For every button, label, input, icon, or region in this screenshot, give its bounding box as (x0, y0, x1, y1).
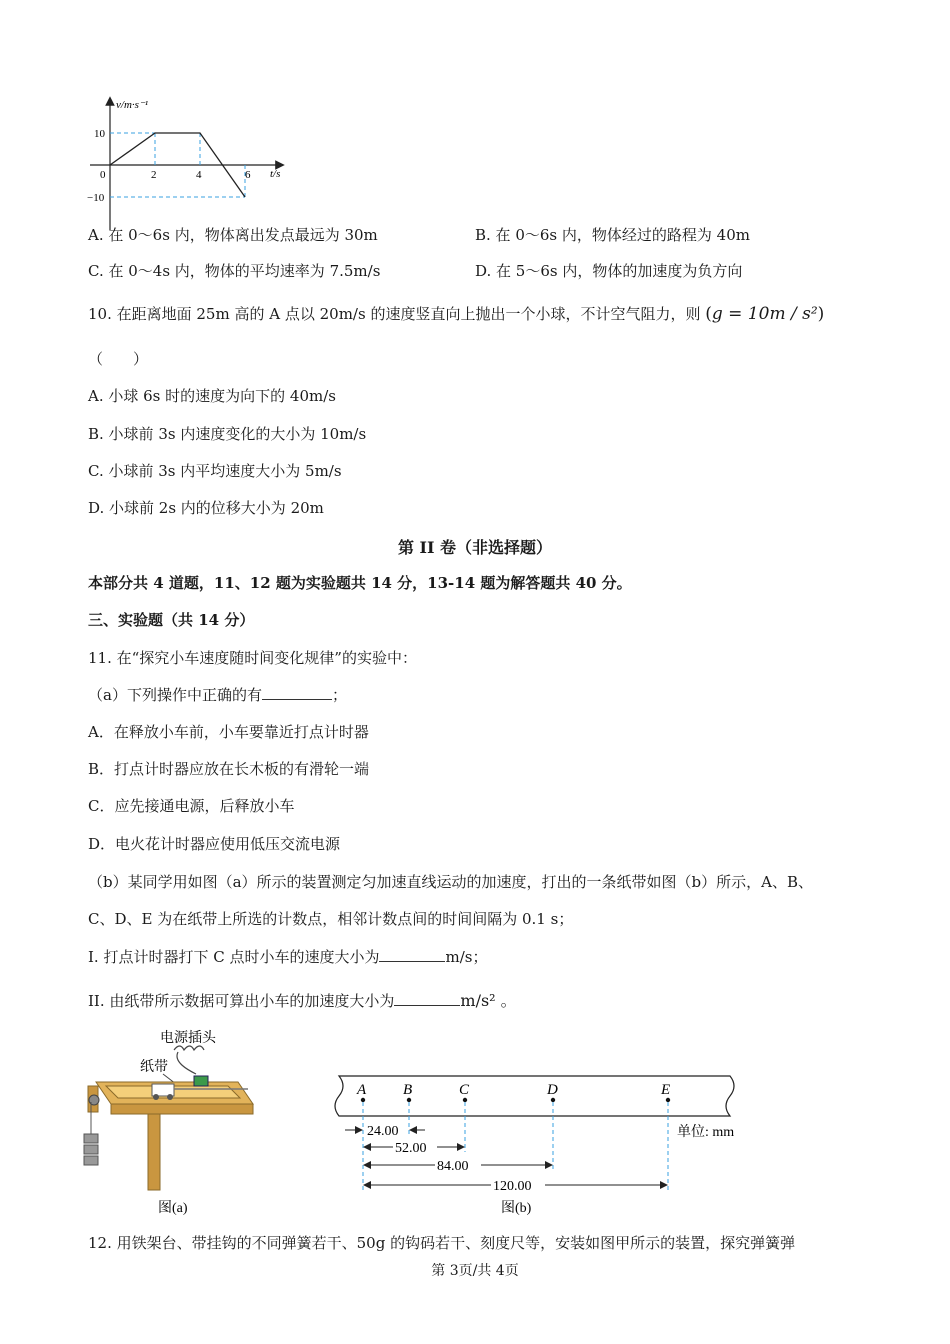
q12-stem: 12. 用铁架台、带挂钩的不同弹簧若干、50g 的钩码若干、刻度尺等，安装如图甲所示的装置，探究弹簧弹 (88, 1234, 796, 1252)
q11-stem: 11. 在“探究小车速度随时间变化规律”的实验中： (88, 649, 417, 667)
q9-option-a: A. 在 0～6s 内，物体离出发点最远为 30m (88, 226, 378, 244)
svg-text:D: D (547, 1082, 558, 1098)
q11-part-b-line1: （b）某同学用如图（a）所示的装置测定匀加速直线运动的加速度，打出的一条纸带如图（b）所示，A、B、 (88, 873, 814, 891)
figure-a-apparatus (78, 1022, 278, 1217)
figure-b-tape (325, 1072, 775, 1222)
q11-option-a: A．在释放小车前，小车要靠近打点计时器 (88, 723, 369, 741)
svg-text:A: A (357, 1082, 367, 1098)
q11-part-a-end: ； (331, 686, 347, 704)
fig-a-tape-label: 纸带 (140, 1060, 168, 1075)
dim-AE: 120.00 (493, 1179, 532, 1194)
q11-option-d: D．电火花计时器应使用低压交流电源 (88, 835, 341, 853)
dim-AB: 24.00 (367, 1124, 399, 1139)
q10-option-d: D. 小球前 2s 内的位移大小为 20m (88, 499, 324, 517)
svg-text:E: E (661, 1082, 671, 1098)
q10-option-a: A. 小球 6s 时的速度为向下的 40m/s (88, 387, 336, 405)
q11-part-a-text: （a）下列操作中正确的有 (88, 686, 262, 704)
section-title: 第 II 卷（非选择题） (397, 538, 553, 557)
q11-ii-blank[interactable] (394, 991, 460, 1006)
q10-formula-text: g = 10m / s² (711, 304, 818, 324)
x-axis-label: t/s (270, 168, 281, 180)
y-axis-label: v/m·s⁻¹ (116, 99, 149, 111)
q11-part-a (88, 684, 347, 705)
q11-option-b: B．打点计时器应放在长木板的有滑轮一端 (88, 760, 370, 778)
q10-stem (88, 303, 824, 324)
x-tick-6: 6 (245, 169, 251, 181)
fig-b-caption: 图(b) (501, 1201, 532, 1216)
fig-a-caption: 图(a) (158, 1201, 188, 1216)
q11-ii-unit: m/s² 。 (460, 991, 517, 1010)
q11-part-b-line2: C、D、E 为在纸带上所选的计数点，相邻计数点间的时间间隔为 0.1 s； (88, 910, 574, 928)
q9-option-d: D. 在 5～6s 内，物体的加速度为负方向 (475, 262, 743, 280)
dim-AD: 84.00 (437, 1159, 469, 1174)
q11-a-blank[interactable] (262, 685, 332, 700)
y-tick-10: 10 (94, 128, 105, 140)
q11-i-unit: m/s； (445, 948, 488, 966)
x-tick-2: 2 (151, 169, 157, 181)
q10-option-c: C. 小球前 3s 内平均速度大小为 5m/s (88, 462, 342, 480)
q9-option-b: B. 在 0～6s 内，物体经过的路程为 40m (475, 226, 750, 244)
fig-b-unit: 单位: mm (677, 1125, 735, 1140)
page-footer: 第 3页/共 4页 (431, 1263, 519, 1279)
q11-i-text: I. 打点计时器打下 C 点时小车的速度大小为 (88, 948, 380, 966)
q11-part-ii (88, 988, 517, 1011)
x-tick-0: 0 (100, 169, 106, 181)
y-tick-minus10: −10 (87, 192, 105, 204)
q9-option-c: C. 在 0～4s 内，物体的平均速率为 7.5m/s (88, 262, 381, 280)
dim-AC: 52.00 (395, 1141, 427, 1156)
q11-part-i (88, 946, 487, 967)
svg-text:B: B (403, 1082, 413, 1098)
paper-tape (335, 1076, 734, 1116)
q11-i-blank[interactable] (379, 947, 445, 962)
q11-ii-text: II. 由纸带所示数据可算出小车的加速度大小为 (88, 992, 395, 1010)
q10-option-b: B. 小球前 3s 内速度变化的大小为 10m/s (88, 425, 367, 443)
fig-a-plug-label: 电源插头 (160, 1031, 216, 1046)
svg-text:C: C (459, 1082, 470, 1098)
q10-stem-text: 10. 在距离地面 25m 高的 A 点以 20m/s 的速度竖直向上抛出一个小球，不计空气阻力，则 (88, 305, 701, 323)
q10-paren: （ ） (88, 350, 149, 368)
section-sub: 三、实验题（共 14 分） (88, 611, 255, 629)
q11-option-c: C．应先接通电源，后释放小车 (88, 797, 295, 815)
q10-formula: (g = 10m / s²) (705, 304, 825, 324)
section-intro: 本部分共 4 道题，11、12 题为实验题共 14 分，13-14 题为解答题共 40 分。 (88, 574, 632, 592)
x-tick-4: 4 (196, 169, 202, 181)
velocity-time-graph (85, 95, 300, 235)
